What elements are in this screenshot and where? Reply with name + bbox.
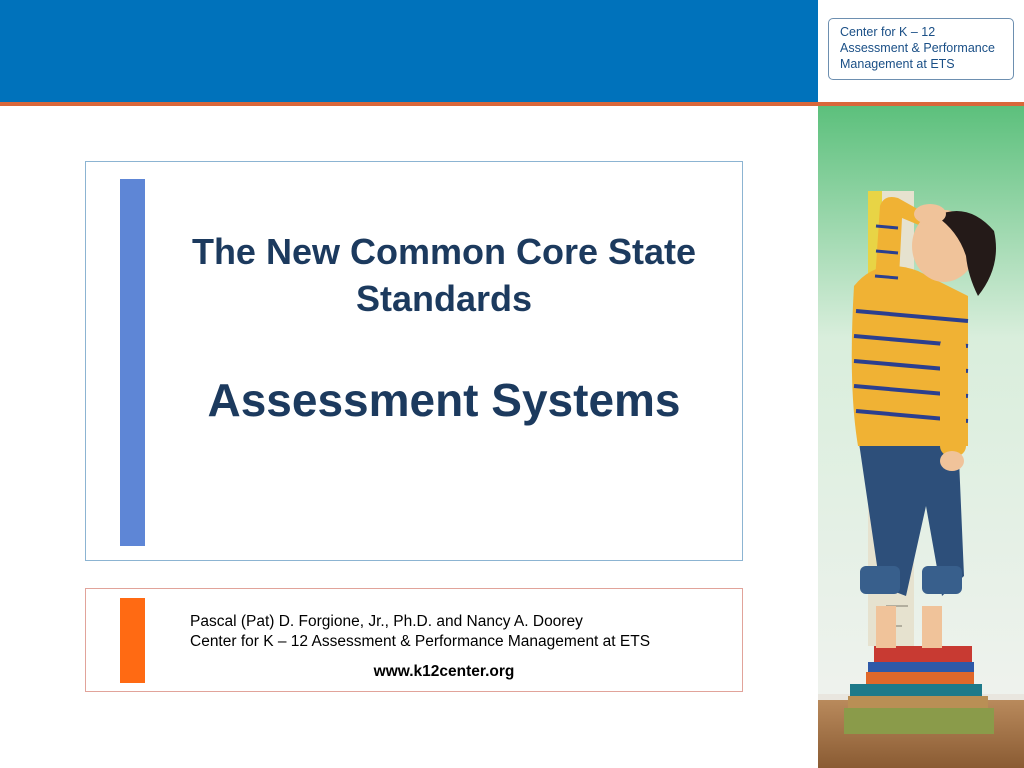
presentation-subtitle: Assessment Systems (207, 374, 681, 426)
logo-line-1: Center for K – 12 (840, 25, 936, 39)
child-measuring-height-photo (818, 106, 1024, 768)
header-band (0, 0, 818, 102)
title-box (85, 161, 743, 561)
presentation-title: The New Common Core State Standards (191, 231, 697, 319)
author-box (85, 588, 743, 692)
title-accent-bar (120, 179, 145, 546)
photo-illustration (818, 106, 1024, 768)
ets-k12-logo (828, 18, 1014, 80)
author-organization: Center for K – 12 Assessment & Performance Management at ETS (190, 633, 651, 650)
logo-line-3: Management at ETS (840, 57, 955, 71)
logo-line-2: Assessment & Performance (840, 41, 995, 55)
author-names: Pascal (Pat) D. Forgione, Jr., Ph.D. and Nancy A. Doorey (190, 613, 583, 630)
website-link[interactable]: www.k12center.org (373, 663, 515, 680)
